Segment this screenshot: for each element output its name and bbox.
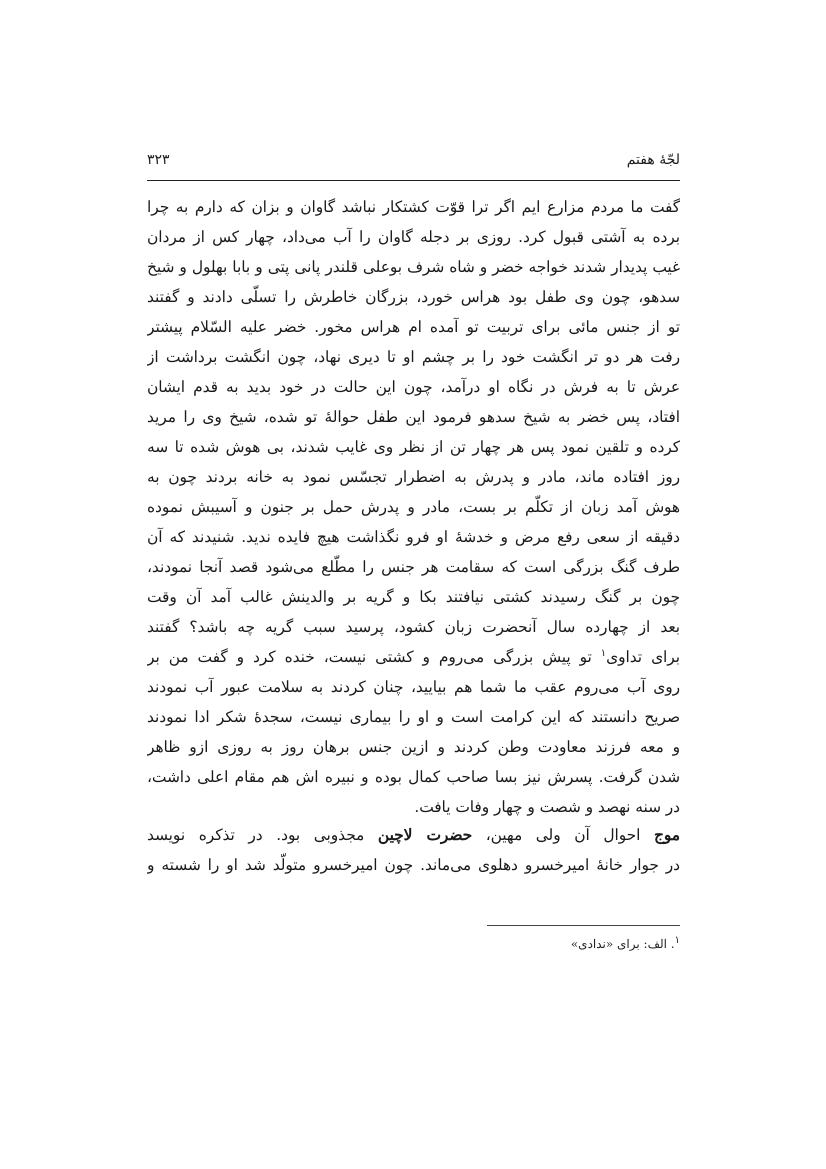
footnote-rule	[487, 925, 680, 926]
text-line: روز افتاده ماند، مادر و پدرش به اضطرار تجسّس نمود به خانه بردند چون به	[147, 468, 680, 486]
text-line: رفت هر دو تر انگشت خود را بر چشم او تا دیری نهاد، چون انگشت برداشت از	[147, 348, 680, 366]
text-line: هوش آمد زبان از تکلّم بر بست، مادر و پدرش حمل بر جنون و آسیبش نموده	[147, 498, 680, 516]
text-line: صریح دانستند که این کرامت است و او را بیماری نیست، سجدهٔ شکر ادا نمودند	[147, 708, 680, 726]
text-line: در سنه نهصد و شصت و چهار وفات یافت.	[414, 798, 680, 816]
text-line: تو از جنس مائی برای تربیت تو آمده ام هراس مخور. خضر علیه السّلام پیشتر	[147, 318, 680, 336]
main-paragraph	[147, 192, 680, 822]
header-rule	[147, 180, 680, 181]
second-paragraph	[147, 820, 680, 880]
text-line: بعد از چهارده سال آنحضرت زبان کشود، پرسید سبب گریه چه باشد؟ گفتند	[147, 618, 680, 636]
footnote-number: ۱	[674, 935, 680, 946]
section-keyword: موج	[654, 826, 680, 844]
text-line: روی آب می‌روم عقب ما شما هم بیایید، چنان کردند به سلامت عبور آب نمودند	[147, 678, 680, 696]
text-line: دقیقه از سعی رفع مرض و خدشهٔ او فرو نگذاشت هیچ فایده ندید. شنیدند که آن	[147, 528, 680, 546]
text-line: کرده و تلقین نمود پس هر چهار تن از نظر وی غایب شدند، بی هوش شده تا سه	[147, 438, 680, 456]
text-line: گفت ما مردم مزارع ایم اگر ترا قوّت کشتکار نباشد گاوان و بزان که دارم به چرا	[147, 198, 680, 216]
text-line: افتاد، پس خضر به شیخ سدهو فرمود این طفل حوالهٔ تو شده، شیخ وی را مرید	[147, 408, 680, 426]
page-number: ۳۲۳	[147, 152, 170, 168]
text-line: طرف گنگ بزرگی است که سقامت هر جنس را مطّلع می‌شود قصد آنجا نمودند،	[147, 558, 680, 576]
text-line: در جوار خانهٔ امیرخسرو دهلوی می‌ماند. چون امیرخسرو متولّد شد او را شسته و	[147, 856, 680, 874]
saint-name: حضرت لاچین	[377, 826, 473, 844]
footnote	[147, 933, 680, 955]
text-line: و معه فرزند معاودت وطن کردند و ازین جنس برهان روز به روزی ازو ظاهر	[147, 738, 680, 756]
text-segment: احوال آن ولی مهین،	[472, 826, 655, 844]
text-segment: مجذوبی بود. در تذکره نویسد	[147, 826, 378, 844]
footnote-text: . الف: برای «ندادی»	[570, 937, 675, 951]
text-segment: تو پیش بزرگی می‌روم و کشتی نیست، خنده کرد و گفت من بر	[147, 648, 601, 666]
text-line: سدهو، چون وی طفل بود هراس خورد، بزرگان خاطرش را تسلّی دادند و گفتند	[147, 288, 680, 306]
text-line: برده به آشتی قبول کرد. روزی بر دجله گاوان را آب می‌داد، چهار کس از مردان	[147, 228, 680, 246]
chapter-title: لجّهٔ هفتم	[626, 152, 680, 168]
text-line: عرش تا به فرش در نگاه او درآمد، چون این حالت در خود بدید به قدم ایشان	[147, 378, 680, 396]
text-line: چون بر گنگ رسیدند کشتی نیافتند بکا و گریه بر والدینش غالب آمد آن وقت	[147, 588, 680, 606]
running-header	[147, 148, 680, 176]
text-segment: برای تداوی	[606, 648, 680, 666]
text-line: غیب پدیدار شدند خواجه خضر و شاه شرف بوعلی قلندر پانی پتی و بابا بهلول و شیخ	[147, 258, 680, 276]
text-line: شدن گرفت. پسرش نیز بسا صاحب کمال بوده و نبیره اش هم مقام اعلی داشت،	[147, 768, 680, 786]
text-line	[147, 820, 680, 850]
footnote-reference: ۱	[600, 647, 607, 659]
text-line-with-footnote	[147, 642, 680, 672]
